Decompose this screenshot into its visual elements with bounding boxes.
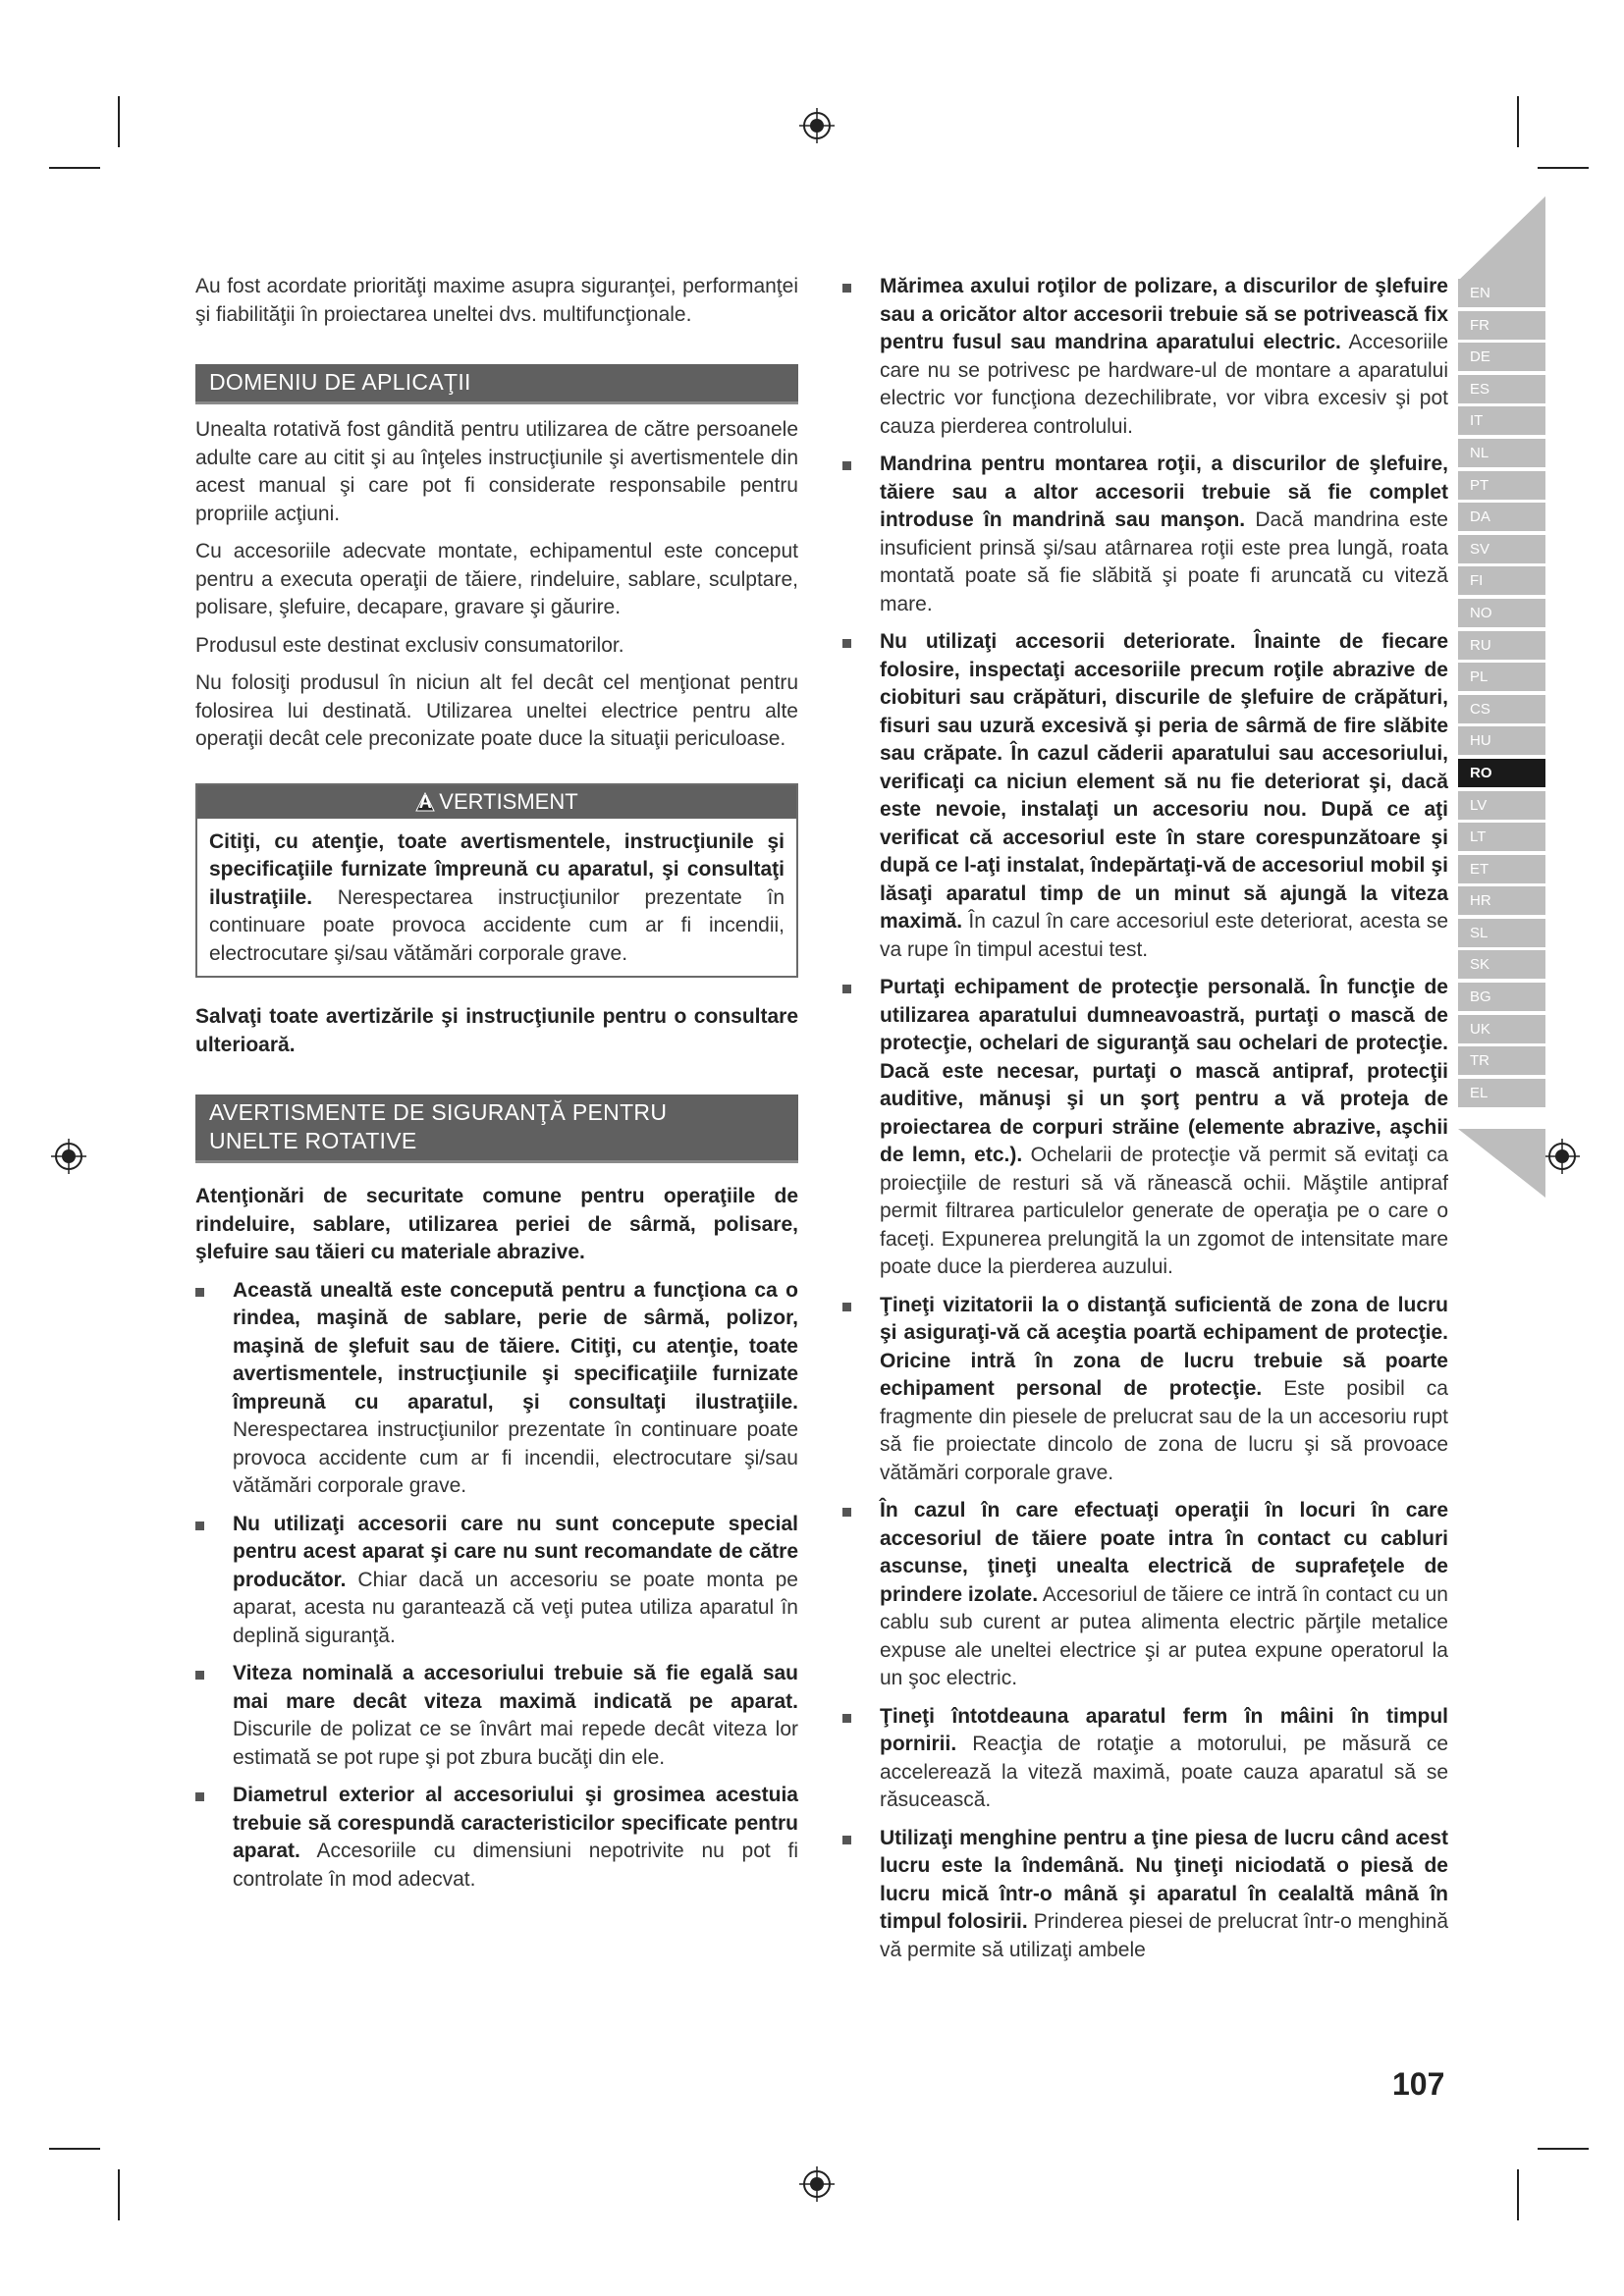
language-tab-fi[interactable]: FI [1458, 566, 1545, 595]
crop-mark [49, 2148, 100, 2150]
left-column [195, 273, 798, 1903]
bullet-icon [842, 461, 851, 470]
language-tab-cs[interactable]: CS [1458, 695, 1545, 723]
language-tab-fr[interactable]: FR [1458, 311, 1545, 340]
domain-paragraph: Produsul este destinat exclusiv consumatorilor. [195, 633, 624, 657]
list-item: Viteza nominală a accesoriului trebuie să fie egală sau mai mare decât viteza maximă indicată pe aparat. Discurile de polizat ce se învârt mai repede decât viteza lor estimată se pot rupe şi pot zbura bucăţi din ele. [195, 1660, 798, 1772]
safety-list-left [195, 1277, 798, 1895]
domain-paragraph: Nu folosiţi produsul în niciun alt fel decât cel menţionat pentru folosirea lui destinată. Utilizarea uneltei electrice pentru alte operaţii decât cele preconizate poate duce la situaţii periculoase. [195, 671, 798, 750]
bullet-icon [195, 1522, 204, 1530]
language-tab-es[interactable]: ES [1458, 375, 1545, 403]
bullet-icon [195, 1288, 204, 1297]
language-tab-hu[interactable]: HU [1458, 726, 1545, 755]
warning-box [195, 783, 798, 979]
language-tab-lv[interactable]: LV [1458, 791, 1545, 820]
bullet-icon [842, 1303, 851, 1311]
list-item: Ţineţi vizitatorii la o distanţă suficientă de zona de lucru şi asiguraţi-vă că aceştia poartă echipament de protecţie. Oricine intră în zona de lucru trebuie să poarte echipament personal de protecţie. Este posibil ca fragmente din piesele de prelucrat sau de la un accesoriu rupt să fie proiectate dincolo de zona de lucru şi să provoace vătămări corporale grave. [842, 1292, 1448, 1488]
language-tabs [1458, 279, 1545, 1110]
right-column [842, 273, 1448, 1974]
crop-mark [118, 2169, 120, 2220]
registration-mark-icon [1543, 1137, 1582, 1176]
registration-mark-icon [797, 2164, 837, 2204]
section-heading-safety: AVERTISMENTE DE SIGURANŢĂ PENTRU UNELTE ROTATIVE [195, 1095, 798, 1163]
language-tab-pt[interactable]: PT [1458, 471, 1545, 500]
list-item: Nu utilizaţi accesorii care nu sunt concepute special pentru acest aparat şi care nu sunt recomandate de către producător. Chiar dacă un accesoriu se poate monta pe aparat, acesta nu garantează că veţi putea utiliza aparatul în deplină siguranţă. [195, 1511, 798, 1651]
bullet-icon [842, 1714, 851, 1723]
language-tab-et[interactable]: ET [1458, 855, 1545, 883]
list-item: Ţineţi întotdeauna aparatul ferm în mâini în timpul pornirii. Reacţia de rotaţie a motorului, pe măsură ce accelerează la viteză maximă, poate cauza aparatul să se răsucească. [842, 1703, 1448, 1815]
language-tab-da[interactable]: DA [1458, 503, 1545, 531]
bullet-icon [842, 284, 851, 293]
crop-mark [1538, 167, 1589, 169]
crop-mark [1517, 96, 1519, 147]
language-tab-sl[interactable]: SL [1458, 919, 1545, 947]
save-note: Salvaţi toate avertizările şi instrucţiunile pentru o consultare ulterioară. [195, 1005, 798, 1056]
language-tab-ru[interactable]: RU [1458, 631, 1545, 660]
language-tab-el[interactable]: EL [1458, 1079, 1545, 1107]
list-item: Mandrina pentru montarea roţii, a discurilor de şlefuire, tăiere sau a altor accesorii trebuie să fie complet introduse în mandrină sau manşon. Dacă mandrina este insuficient prinsă şi/sau atârnarea roţii este prea lungă, roata montată poate să fie slăbită şi poate fi aruncată cu viteză mare. [842, 451, 1448, 618]
crop-mark [1517, 2169, 1519, 2220]
list-item: În cazul în care efectuaţi operaţii în locuri în care accesoriul de tăiere poate intra în contact cu cabluri ascunse, ţineţi unealta electrică de suprafeţele de prindere izolate. Accesoriul de tăiere ce intră în contact cu un cablu sub curent ar putea alimenta electric părţile metalice expuse ale uneltei electrice şi ar putea expune operatorul la un şoc electric. [842, 1497, 1448, 1693]
language-tab-lt[interactable]: LT [1458, 823, 1545, 851]
language-tab-sk[interactable]: SK [1458, 950, 1545, 979]
registration-mark-icon [797, 106, 837, 145]
language-tab-nl[interactable]: NL [1458, 439, 1545, 467]
list-item: Diametrul exterior al accesoriului şi grosimea acestuia trebuie să corespundă caracteristicilor specificate pentru aparat. Accesoriile cu dimensiuni nepotrivite nu pot fi controlate în mod adecvat. [195, 1782, 798, 1894]
language-tab-uk[interactable]: UK [1458, 1015, 1545, 1043]
bullet-icon [195, 1792, 204, 1801]
warning-icon: A [415, 792, 435, 812]
warning-title: VERTISMENT [439, 788, 578, 814]
language-tab-en[interactable]: EN [1458, 279, 1545, 307]
warning-body: Citiţi, cu atenţie, toate avertismentele, instrucţiunile şi specificaţiile furnizate împreună cu aparatul, şi consultaţi ilustraţiile. Nerespectarea instrucţiunilor prezentate în continuare poate provoca accidente cum ar fi incendii, electrocutare şi/sau vătămări corporale grave. [209, 829, 785, 965]
page-number: 107 [1392, 2066, 1445, 2102]
warning-header [197, 785, 796, 819]
crop-mark [49, 167, 100, 169]
language-tab-top-decoration [1458, 196, 1545, 281]
language-tab-no[interactable]: NO [1458, 599, 1545, 627]
list-item: Utilizaţi menghine pentru a ţine piesa de lucru când acest lucru este la îndemână. Nu ţineţi niciodată o piesă de lucru mică într-o mână şi aparatul în cealaltă mână în timpul folosirii. Prinderea piesei de prelucrat într-o menghină vă permite să utilizaţi ambele [842, 1825, 1448, 1965]
safety-list-right [842, 273, 1448, 1964]
bullet-icon [842, 639, 851, 648]
language-tab-de[interactable]: DE [1458, 343, 1545, 371]
language-tab-bg[interactable]: BG [1458, 983, 1545, 1011]
bullet-icon [842, 985, 851, 993]
crop-mark [118, 96, 120, 147]
intro-text: Au fost acordate priorităţi maxime asupra siguranţei, performanţei şi fiabilităţii în proiectarea uneltei dvs. multifuncţionale. [195, 275, 798, 326]
list-item: Mărimea axului roţilor de polizare, a discurilor de şlefuire sau a oricător altor accesorii trebuie să se potrivească fix pentru fusul sau mandrina aparatului electric. Accesoriile care nu se potrivesc pe hardware-ul de montare a aparatului electric vor funcţiona dezechilibrate, vor vibra excesiv şi pot cauza pierderea controlului. [842, 273, 1448, 441]
language-tab-sv[interactable]: SV [1458, 535, 1545, 563]
bullet-icon [842, 1508, 851, 1517]
language-tab-ro[interactable]: RO [1458, 759, 1545, 787]
section-heading-domain: DOMENIU DE APLICAŢII [195, 364, 798, 404]
list-item: Nu utilizaţi accesorii deteriorate. Înainte de fiecare folosire, inspectaţi accesoriile precum roţile abrazive de ciobituri sau crăpături, discurile de şlefuire de crăpături, fisuri sau uzură excesivă şi peria de sârmă de fire slăbite sau crăpate. În cazul căderii aparatului sau accesoriului, verificaţi ca niciun element să nu fie deteriorat şi, dacă este nevoie, instalaţi un accesoriu nou. După ce aţi verificat că accesoriul este în stare corespunzătoare şi după ce l-aţi instalat, îndepărtaţi-vă de accesoriul mobil şi lăsaţi aparatul timp de un minut să ajungă la viteza maximă. În cazul în care accesoriul este deteriorat, acesta se va rupe în timpul acestui test. [842, 628, 1448, 964]
domain-paragraph: Cu accesoriile adecvate montate, echipamentul este conceput pentru a executa operaţii de tăiere, rindeluire, sablare, sculptare, polisare, şlefuire, decapare, gravare şi găurire. [195, 540, 798, 618]
crop-mark [1538, 2148, 1589, 2150]
bullet-icon [195, 1671, 204, 1680]
list-item: Această unealtă este concepută pentru a funcţiona ca o rindea, maşină de sablare, perie de sârmă, polizor, maşină de şlefuit sau de tăiere. Citiţi, cu atenţie, toate avertismentele, instrucţiunile şi specificaţiile furnizate împreună cu aparatul, şi consultaţi ilustraţiile. Nerespectarea instrucţiunilor prezentate în continuare poate provoca accidente cum ar fi incendii, electrocutare şi/sau vătămări corporale grave. [195, 1277, 798, 1501]
list-item: Purtaţi echipament de protecţie personală. În funcţie de utilizarea aparatului dumneavoastră, purtaţi o mască de protecţie, ochelari de siguranţă sau ochelari de protecţie. Dacă este necesar, purtaţi o mască antipraf, protecţii auditive, mănuşi şi un şorţ pentru a vă proteja de proiectarea de corpuri străine (elemente abrazive, aşchii de lemn, etc.). Ochelarii de protecţie vă permit să evitaţi ca proiecţiile de resturi să vă rănească ochii. Măştile antipraf permit filtrarea particulelor generate de operaţia pe o care o faceţi. Expunerea prelungită la un zgomot de intensitate mare poate duce la pierderea auzului. [842, 974, 1448, 1282]
safety-intro: Atenţionări de securitate comune pentru operaţiile de rindeluire, sablare, utilizarea periei de sârmă, polisare, şlefuire sau tăieri cu materiale abrazive. [195, 1185, 798, 1263]
language-tab-it[interactable]: IT [1458, 406, 1545, 435]
bullet-icon [842, 1836, 851, 1844]
language-tab-hr[interactable]: HR [1458, 886, 1545, 915]
registration-mark-icon [49, 1137, 88, 1176]
language-tab-pl[interactable]: PL [1458, 663, 1545, 691]
language-tab-tr[interactable]: TR [1458, 1046, 1545, 1075]
domain-paragraph: Unealta rotativă fost gândită pentru utilizarea de către persoanele adulte care au citit şi au înţeles instrucţiunile şi avertismentele din acest manual şi care pot fi considerate responsabile pentru propriile acţiuni. [195, 418, 798, 525]
language-tab-bottom-decoration [1458, 1129, 1545, 1198]
